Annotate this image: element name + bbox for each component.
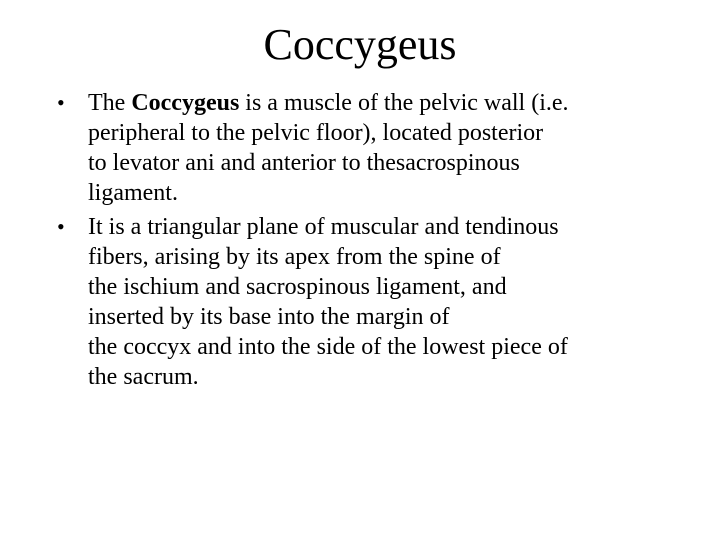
bold-term: Coccygeus (131, 90, 240, 116)
bullet-item (57, 88, 677, 208)
bullet-line: the ischium and sacrospinous ligament, and (88, 274, 507, 300)
bullet-line: fibers, arising by its apex from the spine of (88, 244, 501, 270)
bullet-marker: • (57, 90, 65, 115)
bullet-line: the coccyx and into the side of the lowest piece of (88, 334, 568, 360)
bullet-text: is a muscle of the pelvic wall (i.e. (239, 90, 569, 116)
bullet-line: It is a triangular plane of muscular and tendinous (88, 214, 559, 240)
bullet-line: peripheral to the pelvic floor), located posterior (88, 120, 544, 146)
bullet-line: the sacrum. (88, 364, 199, 390)
bullet-marker: • (57, 214, 65, 239)
bullet-line: ligament. (88, 180, 178, 206)
bullet-line: to levator ani and anterior to thesacrospinous (88, 150, 520, 176)
bullet-line (88, 88, 677, 118)
bullet-text: The (88, 90, 132, 116)
bullet-line: inserted by its base into the margin of (88, 304, 450, 330)
bullet-item (57, 212, 677, 392)
bullet-list (57, 88, 677, 396)
slide-title: Coccygeus (263, 20, 457, 69)
